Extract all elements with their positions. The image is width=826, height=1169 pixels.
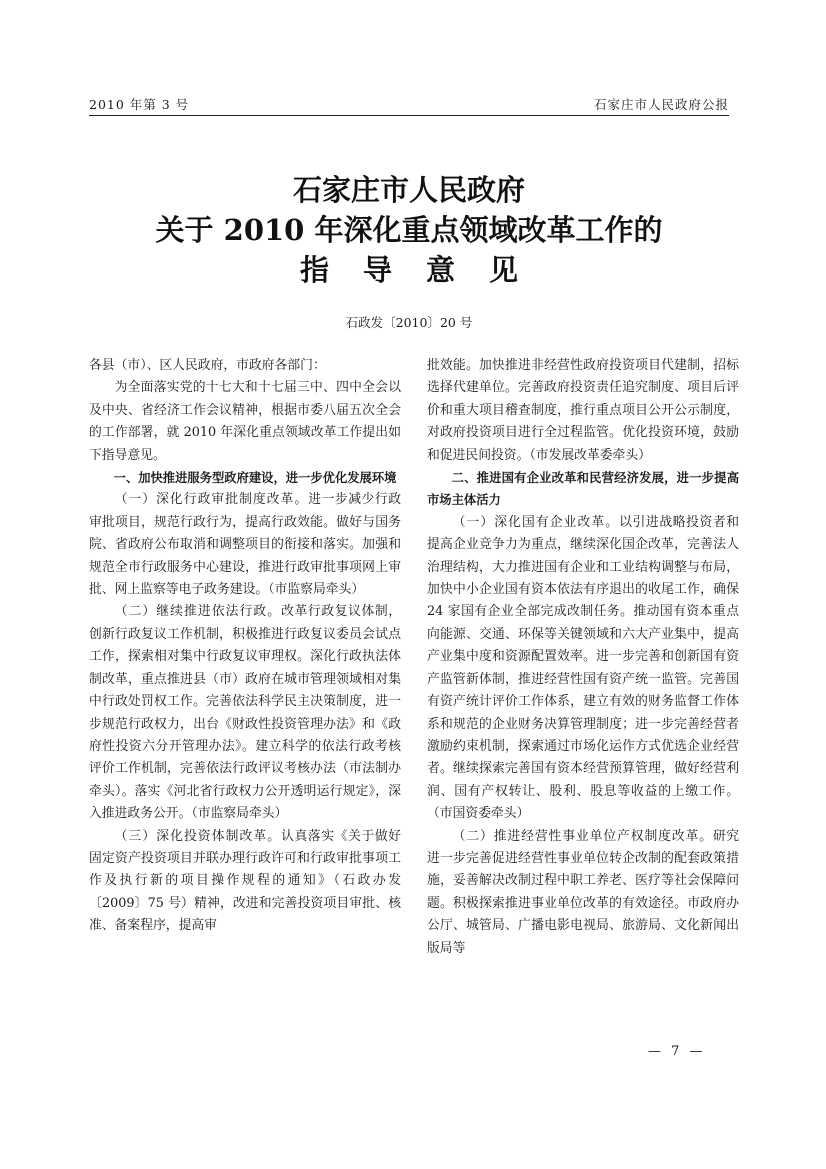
item-2-body: 改革行政复议体制，创新行政复议工作机制，积极推进行政复议委员会试点工作，探索相对集中行政复议审理权。深化行政执法体制改革，重点推进县（市）政府在城市管理领域相对集中行政处罚权工作。完善依法科学民主决策制度，进一步规范行政权力，出台《财政性投资管理办法》和《政府性投资六分开管理办法》。建立科学的依法行政考核评价工作机制，完善依法行政评议考核办法（市法制办牵头）。落实《河北省行政权力公开透明运行规定》，深入推进政务公开。（市监察局牵头） — [89, 604, 402, 822]
document-title — [89, 170, 729, 290]
header-divider — [89, 115, 729, 116]
title-line-1: 石家庄市人民政府 — [292, 173, 525, 207]
item-1-body: 进一步减少行政审批项目，规范行政行为，提高行政效能。做好与国务院、省政府公布取消和调整项目的衔接和落实。加强和规范全市行政服务中心建设，推进行政审批事项网上审批、网上监察等电子政务建设。（市监察局牵头） — [89, 492, 402, 598]
item-4-paragraph — [427, 512, 739, 826]
item-3-title: （三）深化投资体制改革。 — [114, 828, 282, 844]
left-column — [89, 355, 401, 938]
page-number: — 7 — — [648, 1044, 706, 1059]
intro-paragraph: 为全面落实党的十七大和十七届三中、四中全会以及中央、省经济工作会议精神，根据市委八届五次全会的工作部署，就 2010 年深化重点领域改革工作提出如下指导意见。 — [89, 380, 401, 463]
item-4-title: （一）深化国有企业改革。 — [452, 514, 620, 530]
issue-label: 2010 年第 3 号 — [89, 97, 190, 112]
right-column — [427, 355, 739, 960]
salutation: 各县（市）、区人民政府，市政府各部门： — [89, 358, 326, 373]
item-5-body: 研究进一步完善促进经营性事业单位转企改制的配套政策措施，妥善解决改制过程中职工养老、医疗等社会保障问题。积极探索推进事业单位改革的有效途径。市政府办公厅、城管局、广播电影电视局、旅游局、文化新闻出版局等 — [427, 828, 740, 956]
item-2-title: （二）继续推进依法行政。 — [114, 604, 282, 620]
running-header — [89, 93, 729, 115]
section-1-heading: 一、加快推进服务型政府建设，进一步优化发展环境 — [113, 471, 397, 486]
title-line-3: 指导意见 — [299, 253, 552, 287]
item-1-title: （一）深化行政审批制度改革。 — [114, 492, 309, 508]
item-5-paragraph — [427, 826, 739, 960]
publication-name: 石家庄市人民政府公报 — [593, 97, 729, 112]
item-5-title: （二）推进经营性事业单位产权制度改革。 — [452, 828, 713, 844]
document-number: 石政发〔2010〕20 号 — [345, 315, 473, 330]
item-3-continued: 批效能。加快推进非经营性政府投资项目代建制，招标选择代建单位。完善政府投资责任追究制度、项目后评价和重大项目稽查制度，推行重点项目公开公示制度，对政府投资项目进行全过程监管。优化投资环境，鼓励和促进民间投资。（市发展改革委牵头） — [427, 358, 739, 463]
item-2-paragraph — [89, 601, 401, 825]
item-4-body: 以引进战略投资者和提高企业竞争力为重点，继续深化国企改革，完善法人治理结构，大力推进国有企业和工业结构调整与布局，加快中小企业国有资本依法有序退出的收尾工作，确保 24 家国有企业全部完成改制任务。推动国有资本重点向能源、交通、环保等关键领域和六大产业集中，提高产业集中度和资源配置效率。进一步完善和创新国有资产监管新体制，推进经营性国有资产统一监管。完善国有资产统计评价工作体系，建立有效的财务监督工作体系和规范的企业财务决算管理制度；进一步完善经营者激励约束机制，探索通过市场化运作方式优选企业经营者。继续探索完善国有资本经营预算管理，做好经营利润、国有产权转让、股利、股息等收益的上缴工作。（市国资委牵头） — [427, 514, 740, 822]
item-3-body: 认真落实《关于做好固定资产投资项目并联办理行政许可和行政审批事项工作及执行新的项目操作规程的通知》（石政办发〔2009〕75 号）精神，改进和完善投资项目审批、核准、备案程序，提高审 — [89, 828, 402, 934]
title-line-2: 关于 2010 年深化重点领域改革工作的 — [155, 213, 663, 247]
section-2-heading: 二、推进国有企业改革和民营经济发展，进一步提高市场主体活力 — [427, 471, 739, 508]
item-1-paragraph — [89, 489, 401, 601]
item-3-paragraph — [89, 826, 401, 938]
